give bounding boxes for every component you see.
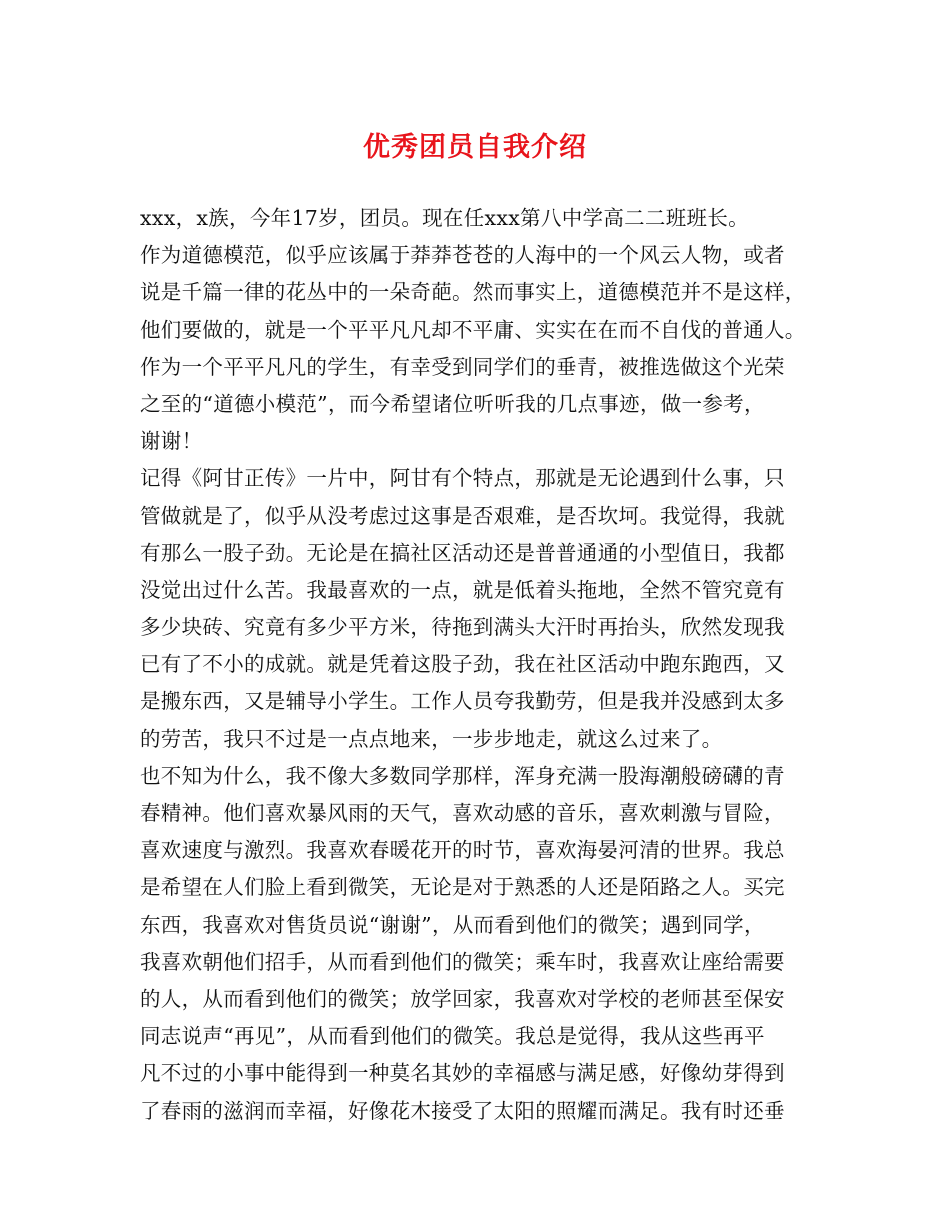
text-line: 是希望在人们脸上看到微笑，无论是对于熟悉的人还是陌路之人。买完	[140, 875, 785, 900]
text-line: 多少块砖、究竟有多少平方米，待拖到满头大汗时再抬头，欣然发现我	[140, 615, 785, 640]
document-body	[140, 200, 820, 1130]
text-line: 是搬东西，又是辅导小学生。工作人员夸我勤劳，但是我并没感到太多	[140, 689, 785, 714]
text-line: 已有了不小的成就。就是凭着这股子劲，我在社区活动中跑东跑西，又	[140, 652, 785, 677]
text-line: 春精神。他们喜欢暴风雨的天气，喜欢动感的音乐，喜欢刺激与冒险，	[140, 801, 785, 825]
text-line: 作为一个平平凡凡的学生，有幸受到同学们的垂青，被推选做这个光荣	[140, 354, 785, 379]
text-line: 他们要做的，就是一个平平凡凡却不平庸、实实在在而不自伐的普通人。	[140, 317, 806, 342]
text-line: 同志说声“再见”，从而看到他们的微笑。我总是觉得，我从这些再平	[140, 1024, 765, 1049]
text-line: 记得《阿甘正传》一片中，阿甘有个特点，那就是无论遇到什么事，只	[140, 466, 785, 491]
text-line: 有那么一股子劲。无论是在搞社区活动还是普普通通的小型值日，我都	[140, 540, 785, 565]
text-line: 了春雨的滋润而幸福，好像花木接受了太阳的照耀而满足。我有时还垂	[140, 1098, 785, 1123]
text-line: 说是千篇一律的花丛中的一朵奇葩。然而事实上，道德模范并不是这样，	[140, 280, 806, 305]
text-line: 也不知为什么，我不像大多数同学那样，浑身充满一股海潮般磅礴的青	[140, 763, 785, 788]
text-line: 谢谢！	[140, 429, 203, 454]
text-line: 喜欢速度与激烈。我喜欢春暖花开的时节，喜欢海晏河清的世界。我总	[140, 838, 785, 863]
document-title: 优秀团员自我介绍	[363, 132, 587, 163]
text-line: 之至的“道德小模范”，而今希望诸位听听我的几点事迹，做一参考，	[140, 391, 765, 416]
text-line: 管做就是了，似乎从没考虑过这事是否艰难，是否坎坷。我觉得，我就	[140, 503, 785, 528]
text-line: 凡不过的小事中能得到一种莫名其妙的幸福感与满足感，好像幼芽得到	[140, 1061, 785, 1086]
text-line: 东西，我喜欢对售货员说“谢谢”，从而看到他们的微笑；遇到同学，	[140, 912, 765, 937]
text-line: 我喜欢朝他们招手，从而看到他们的微笑；乘车时，我喜欢让座给需要	[140, 949, 785, 974]
text-line: 的劳苦，我只不过是一点点地来，一步步地走，就这么过来了。	[140, 726, 723, 751]
text-line: 没觉出过什么苦。我最喜欢的一点，就是低着头拖地，全然不管究竟有	[140, 577, 785, 602]
text-line: xxx，x族，今年17岁，团员。现在任xxx第八中学高二二班班长。	[140, 206, 749, 230]
text-line: 的人，从而看到他们的微笑；放学回家，我喜欢对学校的老师甚至保安	[140, 986, 785, 1011]
text-line: 作为道德模范，似乎应该属于莽莽苍苍的人海中的一个风云人物，或者	[140, 243, 785, 268]
